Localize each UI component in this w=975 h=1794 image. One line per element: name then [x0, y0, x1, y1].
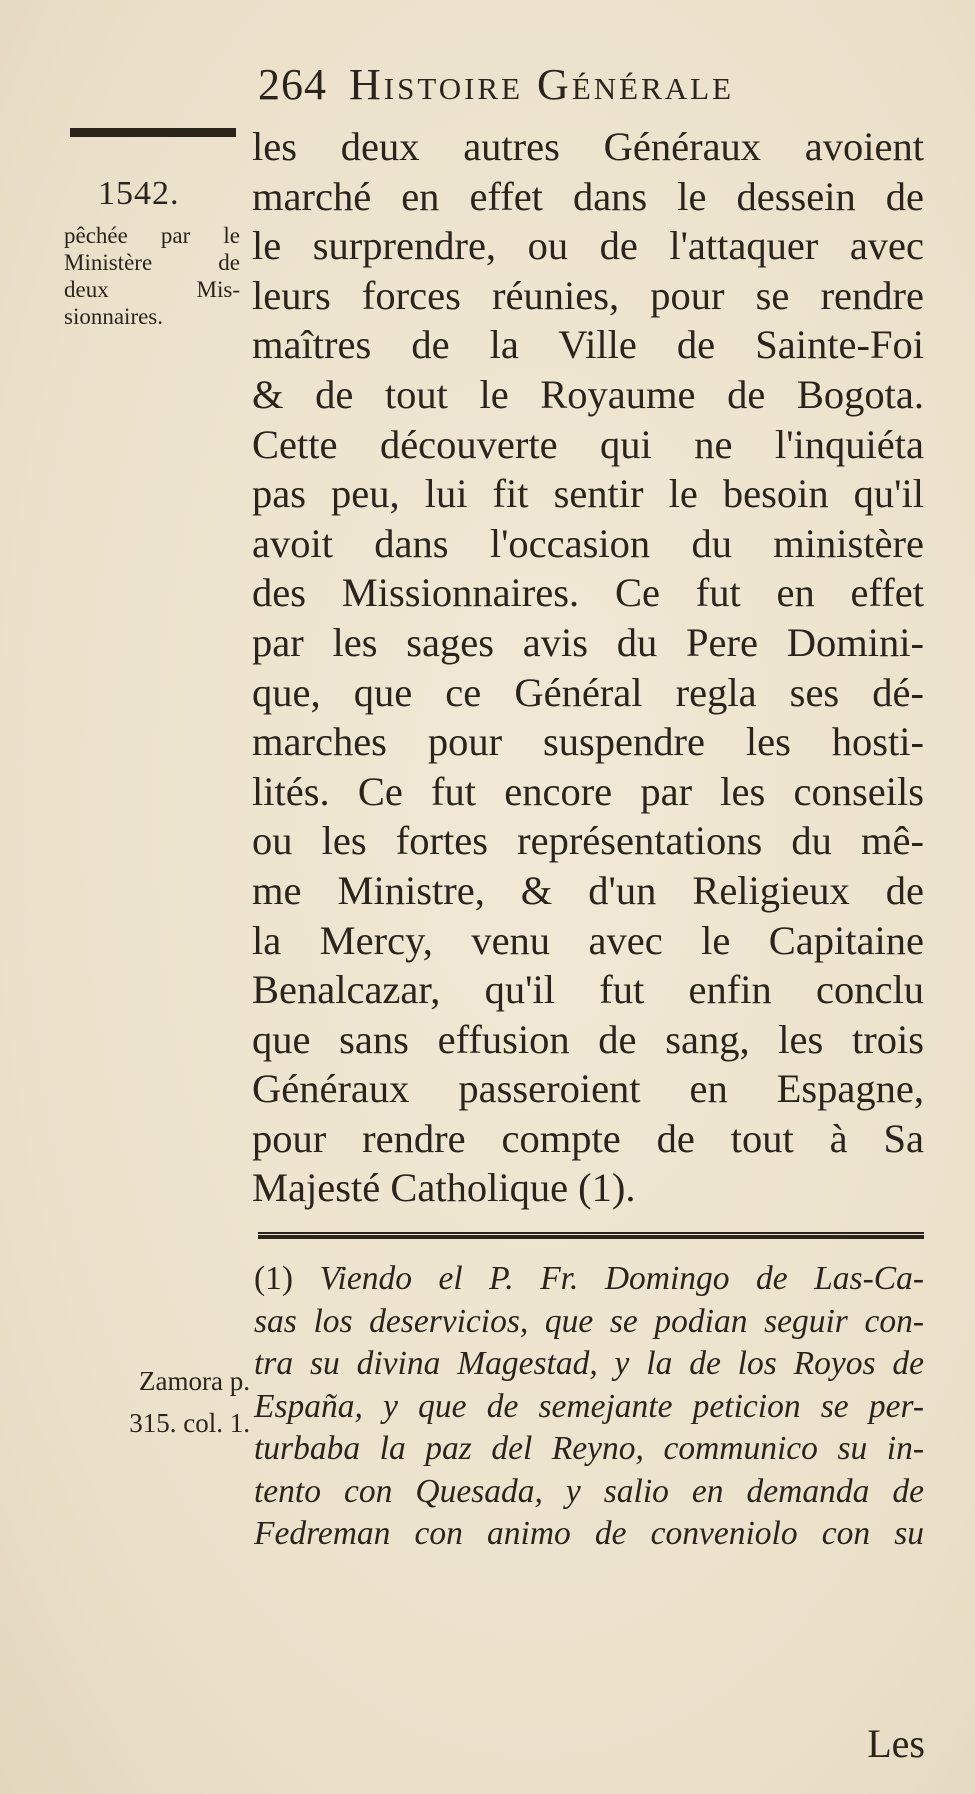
text-line: maîtres de la Ville de Sainte-Foi — [252, 322, 924, 368]
marginal-note-line: deux Mis- — [64, 277, 240, 302]
text-line: des Missionnaires. Ce fut en effet — [252, 570, 924, 616]
footnote-marker: (1) — [254, 1260, 294, 1297]
running-title: Histoire Générale — [349, 60, 735, 109]
text-line: marches pour suspendre les hosti- — [252, 719, 924, 765]
margin-rule — [70, 128, 236, 137]
text-line: marché en effet dans le dessein de — [252, 173, 924, 219]
footnote-line: turbaba la paz del Reyno, communico su in- — [254, 1430, 924, 1467]
text-line: ou les fortes représentations du mê- — [252, 818, 924, 864]
text-line: Cette découverte qui ne l'inquiéta — [252, 421, 924, 467]
page-number: 264 — [258, 60, 327, 109]
text-line: leurs forces réunies, pour se rendre — [252, 272, 924, 318]
text-line: les deux autres Généraux avoient — [252, 124, 924, 169]
text-line: avoit dans l'occasion du ministère — [252, 520, 924, 566]
source-reference-line: Zamora p. — [139, 1366, 250, 1396]
text-line: la Mercy, venu avec le Capitaine — [252, 917, 924, 963]
footnote-first-text: Viendo el P. Fr. Domingo de Las-Ca- — [319, 1260, 925, 1297]
text-line: que sans effusion de sang, les trois — [252, 1016, 924, 1062]
marginal-note — [64, 222, 240, 330]
footnote-line: Fedreman con animo de conveniolo con su — [254, 1515, 924, 1552]
marginal-note-line: pêchée par le — [64, 223, 240, 248]
marginal-note-line: Ministère de — [64, 250, 240, 275]
footnote-line — [254, 1258, 924, 1301]
footnote-line: tento con Quesada, y salio en demanda de — [254, 1472, 924, 1510]
text-line: & de tout le Royaume de Bogota. — [252, 371, 924, 417]
text-line: pour rendre compte de tout à Sa — [252, 1115, 924, 1161]
marginal-note-line: sionnaires. — [64, 304, 164, 329]
text-line: Benalcazar, qu'il fut enfin conclu — [252, 967, 924, 1013]
text-line: Majesté Catholique (1). — [252, 1165, 636, 1211]
footnote-line: tra su divina Magestad, y la de los Royos de — [254, 1345, 924, 1382]
text-line: Généraux passeroient en Espagne, — [252, 1066, 924, 1112]
text-line: pas peu, lui fit sentir le besoin qu'il — [252, 471, 924, 517]
catchword: Les — [867, 1721, 925, 1766]
running-header — [258, 58, 898, 112]
footnote-line: sas los deservicios, que se podian seguir con- — [254, 1302, 924, 1340]
footnote-rule — [258, 1232, 924, 1239]
margin-year: 1542. — [98, 175, 180, 212]
footnote-line: España, y que de semejante peticion se per- — [254, 1387, 924, 1425]
text-line: par les sages avis du Pere Domini- — [252, 619, 924, 665]
text-line: que, que ce Général regla ses dé- — [252, 669, 924, 715]
text-line: lités. Ce fut encore par les conseils — [252, 768, 924, 814]
footnote-source-reference — [82, 1360, 250, 1444]
footnote — [254, 1258, 924, 1556]
source-reference-line: 315. col. 1. — [129, 1408, 250, 1438]
main-text — [252, 122, 924, 1213]
text-line: me Ministre, & d'un Religieux de — [252, 867, 924, 913]
text-line: le surprendre, ou de l'attaquer avec — [252, 223, 924, 269]
